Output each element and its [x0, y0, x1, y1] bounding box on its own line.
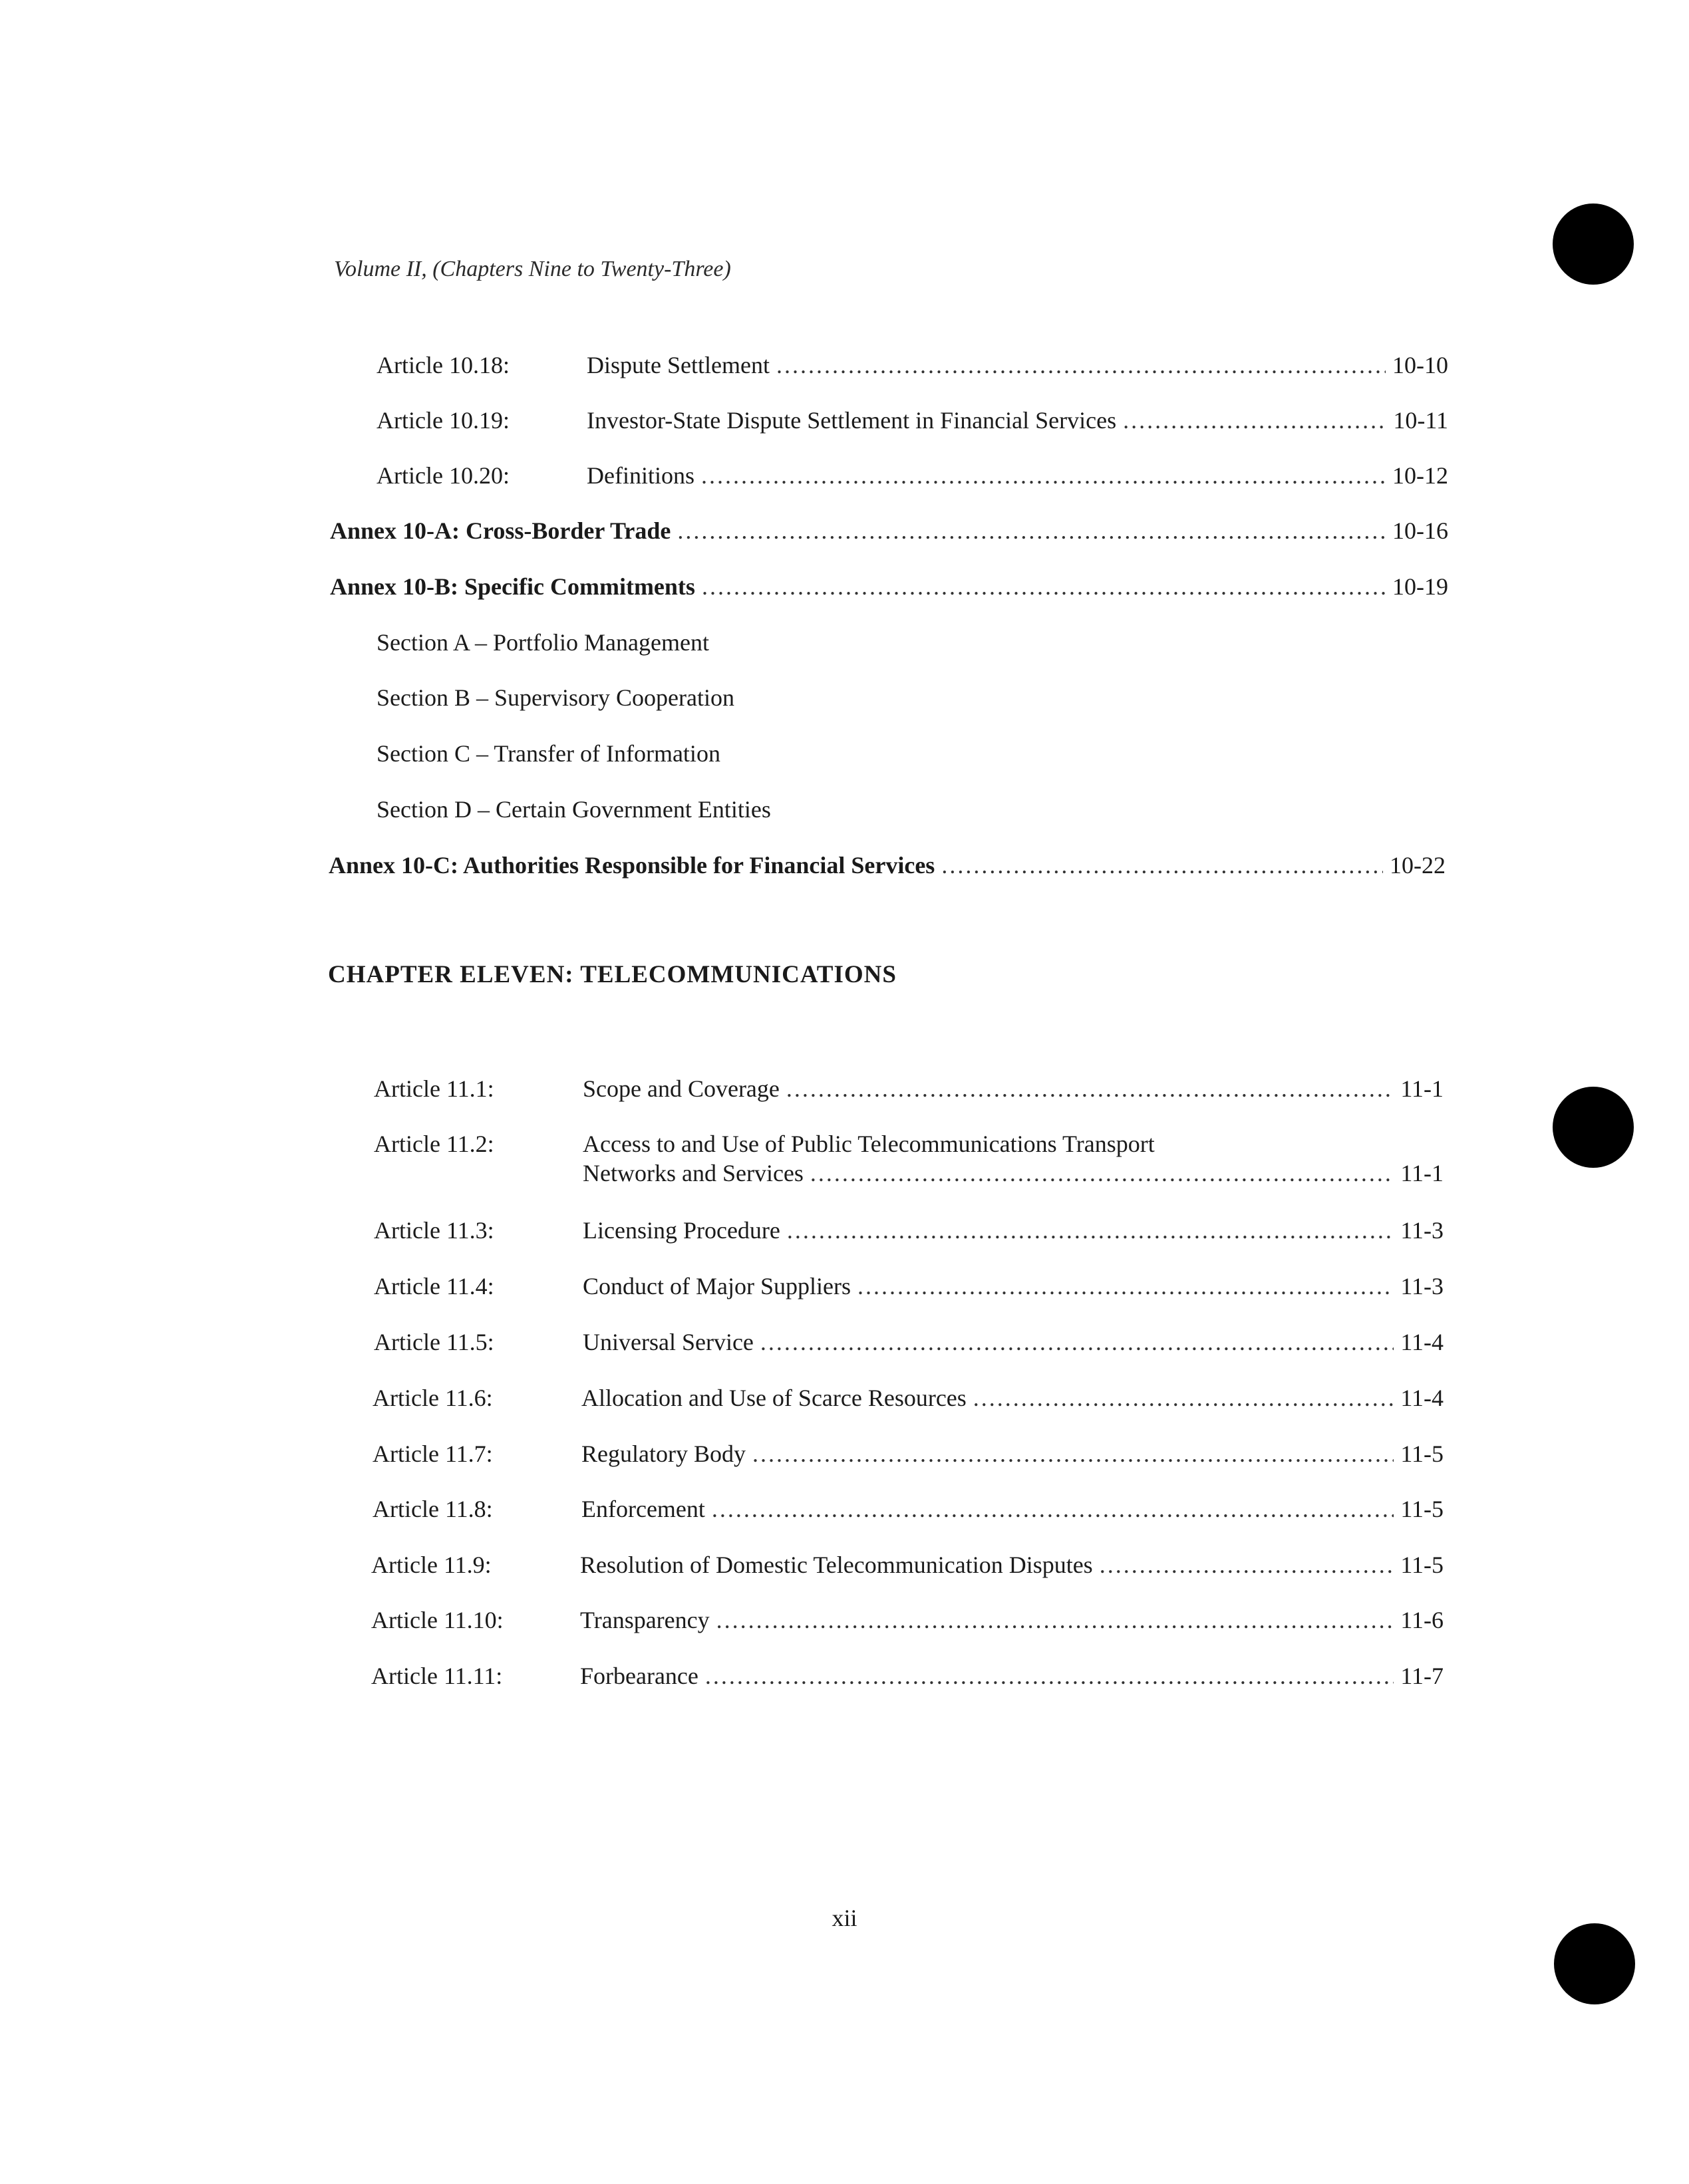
toc-leader-line: [587, 406, 1448, 434]
article-number: Article 11.3:: [374, 1217, 494, 1244]
toc-entry[interactable]: [0, 1384, 1689, 1413]
article-title: Resolution of Domestic Telecommunication Disputes: [580, 1552, 1093, 1578]
toc-entry[interactable]: [0, 1495, 1689, 1524]
article-title-line1: Access to and Use of Public Telecommunications Transport: [583, 1131, 1155, 1157]
toc-leader-line: [581, 1440, 1444, 1468]
toc-entry-annex[interactable]: [0, 851, 1689, 881]
article-title: Forbearance: [580, 1663, 698, 1689]
article-title: Networks and Services: [583, 1160, 804, 1186]
article-number: Article 11.8:: [373, 1496, 493, 1522]
article-title: Licensing Procedure: [583, 1217, 780, 1244]
toc-leader-line: [580, 1606, 1444, 1634]
page-number: 11-1: [1400, 1075, 1444, 1102]
article-number: Article 10.19:: [377, 407, 510, 434]
annex-title: Annex 10-B: Specific Commitments: [330, 573, 695, 600]
article-title: Scope and Coverage: [583, 1075, 780, 1102]
article-title: Regulatory Body: [581, 1440, 746, 1467]
toc-leader-line: [330, 573, 1448, 601]
article-title: Universal Service: [583, 1329, 754, 1355]
page-number: 11-3: [1400, 1217, 1444, 1244]
toc-leader-line: [581, 1384, 1444, 1412]
toc-leader-line: [330, 517, 1448, 545]
article-number: Article 11.11:: [371, 1663, 503, 1689]
article-title: Definitions: [587, 462, 694, 489]
toc-leader-line: [583, 1272, 1444, 1300]
page-number: 11-5: [1400, 1440, 1444, 1467]
annex-title: Annex 10-A: Cross-Border Trade: [330, 517, 671, 544]
toc-entry[interactable]: [0, 406, 1689, 436]
page-number: 10-10: [1392, 352, 1448, 378]
page-number: 11-4: [1400, 1329, 1444, 1355]
article-title: Investor-State Dispute Settlement in Financial Services: [587, 407, 1117, 434]
chapter-heading: CHAPTER ELEVEN: TELECOMMUNICATIONS: [328, 961, 897, 988]
toc-leader-line: [583, 1328, 1444, 1356]
article-number: Article 11.7:: [373, 1440, 493, 1467]
toc-leader-line: [587, 462, 1448, 489]
annex-section-item[interactable]: Section A – Portfolio Management: [377, 629, 709, 656]
article-title: Enforcement: [581, 1496, 705, 1522]
toc-leader-line: [583, 1216, 1444, 1244]
punch-hole-top: [1553, 204, 1634, 285]
page-number: 10-11: [1393, 407, 1448, 434]
page-number: 11-3: [1400, 1273, 1444, 1299]
article-title: Dispute Settlement: [587, 352, 770, 378]
toc-leader-line: [583, 1159, 1444, 1187]
page-number: 10-12: [1392, 462, 1448, 489]
toc-leader-line: [580, 1662, 1444, 1690]
page-number: 10-22: [1390, 852, 1446, 879]
article-number: Article 10.20:: [377, 462, 510, 489]
article-number: Article 11.10:: [371, 1607, 504, 1633]
toc-entry[interactable]: [0, 1662, 1689, 1691]
article-number: Article 11.1:: [374, 1075, 494, 1102]
page-number: 11-5: [1400, 1552, 1444, 1578]
page-number: 10-16: [1392, 517, 1448, 544]
toc-entry[interactable]: [0, 1272, 1689, 1301]
toc-leader-line: [583, 1075, 1444, 1103]
page-number: 11-6: [1400, 1607, 1444, 1633]
toc-entry[interactable]: [0, 1130, 1689, 1191]
toc-entry[interactable]: [0, 1216, 1689, 1246]
page-number: 11-4: [1400, 1385, 1444, 1411]
running-header: Volume II, (Chapters Nine to Twenty-Three): [334, 257, 731, 281]
annex-title: Annex 10-C: Authorities Responsible for Financial Services: [329, 852, 935, 879]
article-title: Conduct of Major Suppliers: [583, 1273, 851, 1299]
toc-entry[interactable]: [0, 1440, 1689, 1469]
article-title: Transparency: [580, 1607, 710, 1633]
page-number: 11-1: [1400, 1160, 1444, 1186]
toc-leader-line: [581, 1495, 1444, 1523]
page-number: 11-5: [1400, 1496, 1444, 1522]
article-number: Article 10.18:: [377, 352, 510, 378]
article-number: Article 11.9:: [371, 1552, 492, 1578]
annex-section-item[interactable]: Section D – Certain Government Entities: [377, 796, 771, 823]
toc-entry-annex[interactable]: [0, 573, 1689, 602]
article-number: Article 11.5:: [374, 1329, 494, 1355]
toc-entry-annex[interactable]: [0, 517, 1689, 546]
annex-section-item[interactable]: Section B – Supervisory Cooperation: [377, 684, 734, 711]
toc-entry[interactable]: [0, 1551, 1689, 1580]
annex-section-item[interactable]: Section C – Transfer of Information: [377, 740, 720, 767]
article-number: Article 11.2:: [374, 1131, 494, 1157]
article-number: Article 11.6:: [373, 1385, 493, 1411]
toc-leader-line: [587, 351, 1448, 379]
page-folio: xii: [832, 1905, 857, 1931]
toc-entry[interactable]: [0, 1606, 1689, 1635]
toc-entry[interactable]: [0, 462, 1689, 491]
page-number: 11-7: [1400, 1663, 1444, 1689]
page-number: 10-19: [1392, 573, 1448, 600]
article-title: Allocation and Use of Scarce Resources: [581, 1385, 967, 1411]
article-number: Article 11.4:: [374, 1273, 494, 1299]
punch-hole-bottom: [1554, 1923, 1635, 2004]
toc-entry[interactable]: [0, 351, 1689, 380]
toc-leader-line: [329, 851, 1446, 879]
toc-leader-line: [580, 1551, 1444, 1579]
toc-entry[interactable]: [0, 1328, 1689, 1357]
toc-entry[interactable]: [0, 1075, 1689, 1104]
